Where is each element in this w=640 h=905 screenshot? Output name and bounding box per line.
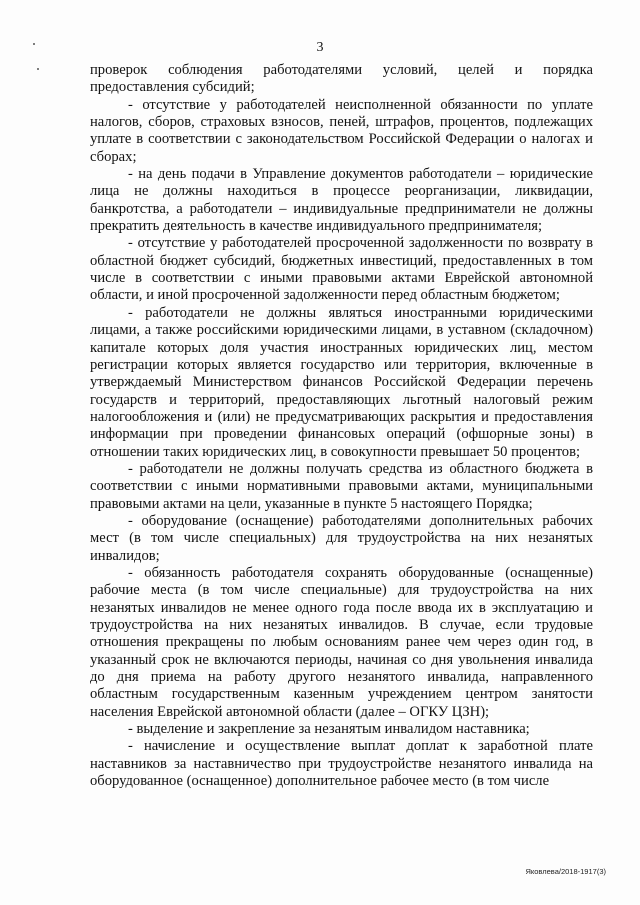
document-body [90, 62, 593, 790]
paragraph-workplace-retention: - обязанность работодателя сохранять оборудованные (оснащенные) рабочие места (в том числе специальные) для трудоустройства на них незанятых инвалидов не менее одного года после ввода их в эксплуатацию и трудоустройства на них незанятых инвалидов. В случае, если трудовые отношения прекращены по любым основаниям ранее чем через один год, в указанный срок не включаются периоды, начиная со дня увольнения инвалида до дня приема на работу другого незанятого инвалида, направленного областным государственным казенным учреждением центром занятости населения Еврейской автономной области (далее – ОГКУ ЦЗН); [90, 564, 593, 720]
scan-speck [37, 68, 39, 70]
paragraph-reorganization: - на день подачи в Управление документов работодатели – юридические лица не должны находиться в процессе реорганизации, ликвидации, банкротства, а работодатели – индивидуальные предприниматели не должны прекратить деятельность в качестве индивидуального предпринимателя; [90, 166, 593, 235]
page-number: 3 [316, 40, 324, 55]
paragraph-mentor-payments: - начисление и осуществление выплат доплат к заработной плате наставников за наставничество при трудоустройстве незанятого инвалида на оборудованное (оснащенное) дополнительное рабочее место (в том числе [90, 738, 593, 790]
paragraph-workplace-equipment: - оборудование (оснащение) работодателями дополнительных рабочих мест (в том числе специальных) для трудоустройства на них незанятых инвалидов; [90, 512, 593, 564]
paragraph-tax-obligations: - отсутствие у работодателей неисполненной обязанности по уплате налогов, сборов, страховых взносов, пеней, штрафов, процентов, подлежащих уплате в соответствии с законодательством Российской Федерации о налогах и сборах; [90, 96, 593, 165]
paragraph-mentor-assignment: - выделение и закрепление за незанятым инвалидом наставника; [128, 721, 530, 738]
paragraph-overdue-debt: - отсутствие у работодателей просроченной задолженности по возврату в областной бюджет субсидий, бюджетных инвестиций, предоставленных в том числе в соответствии с иными правовыми актами Еврейской автономной области, и иной просроченной задолженности перед областным бюджетом; [90, 235, 593, 304]
document-footer-code: Яковлева/2018-1917(3) [525, 867, 606, 876]
paragraph-foreign-entities: - работодатели не должны являться иностранными юридическими лицами, а также российскими юридическими лицами, в уставном (складочном) капитале которых доля участия иностранных юридических лиц, местом регистрации которых является государство или территория, включенные в утверждаемый Министерством финансов Российской Федерации перечень государств и территорий, предоставляющих льготный налоговый режим налогообложения и (или) не предусматривающих раскрытия и предоставления информации при проведении финансовых операций (офшорные зоны) в отношении таких юридических лиц, в совокупности превышает 50 процентов; [90, 304, 593, 460]
paragraph-other-funding: - работодатели не должны получать средства из областного бюджета в соответствии с иными нормативными правовыми актами, муниципальными правовыми актами на цели, указанные в пункте 5 настоящего Порядка; [90, 460, 593, 512]
paragraph-continuation: проверок соблюдения работодателями условий, целей и порядка предоставления субсидий; [90, 62, 593, 96]
